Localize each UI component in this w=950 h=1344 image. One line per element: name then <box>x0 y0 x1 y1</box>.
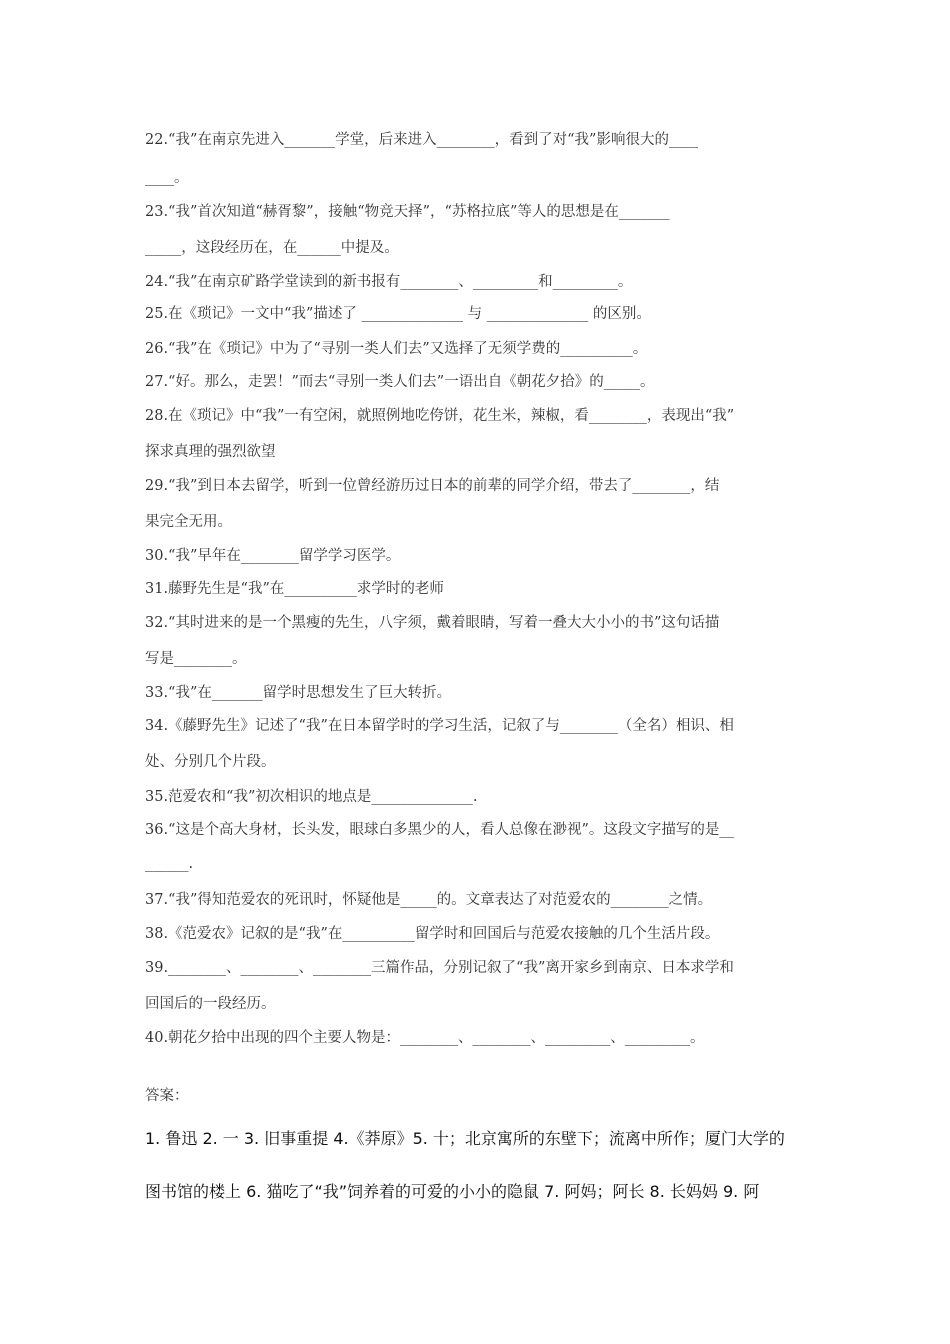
question-39-line-1: 39.________、________、________三篇作品，分别记叙了“我”离开家乡到南京、日本求学和 <box>145 960 734 976</box>
question-22-line-1: 22.“我”在南京先进入_______学堂，后来进入________，看到了对“我”影响很大的____ <box>145 132 698 148</box>
question-22-line-2: ____。 <box>145 170 189 186</box>
question-34-line-2: 处、分别几个片段。 <box>145 754 276 770</box>
question-39-line-2: 回国后的一段经历。 <box>145 996 276 1012</box>
question-31: 31.藤野先生是“我”在__________求学时的老师 <box>145 581 444 597</box>
question-28-line-2: 探求真理的强烈欲望 <box>145 444 276 460</box>
question-32-line-2: 写是________。 <box>145 651 247 667</box>
question-34-line-1: 34.《藤野先生》记述了“我”在日本留学时的学习生活，记叙了与________（全名）相识、相 <box>145 718 734 734</box>
answer-line-2: 图书馆的楼上 6. 猫吃了“我”饲养着的可爱的小小的隐鼠 7. 阿妈；阿长 8. 长妈妈 9. 阿 <box>145 1182 760 1201</box>
question-35: 35.范爱农和“我”初次相识的地点是______________. <box>145 789 478 805</box>
question-26: 26.“我”在《琐记》中为了“寻别一类人们去”又选择了无须学费的__________。 <box>145 341 648 357</box>
question-29-line-1: 29.“我”到日本去留学，听到一位曾经游历过日本的前辈的同学介绍，带去了________，结 <box>145 478 720 494</box>
answer-heading: 答案： <box>145 1088 189 1104</box>
answer-line-1: 1. 鲁迅 2. 一 3. 旧事重提 4.《莽原》5. 十；北京寓所的东壁下；流离中所作；厦门大学的 <box>145 1129 785 1148</box>
question-33: 33.“我”在_______留学时思想发生了巨大转折。 <box>145 685 452 701</box>
question-38: 38.《范爱农》记叙的是“我”在__________留学时和回国后与范爱农接触的几个生活片段。 <box>145 926 720 942</box>
question-36-line-1: 36.“这是个高大身材，长头发，眼球白多黑少的人，看人总像在渺视”。这段文字描写的是__ <box>145 822 734 838</box>
question-28-line-1: 28.在《琐记》中“我”一有空闲，就照例地吃侉饼，花生米，辣椒，看________，表现出“我” <box>145 408 735 424</box>
question-40: 40.朝花夕拾中出现的四个主要人物是：________、________、_________、_________。 <box>145 1030 705 1046</box>
question-36-line-2: ______. <box>145 856 194 872</box>
question-23-line-2: _____，这段经历在，在______中提及。 <box>145 240 399 256</box>
question-29-line-2: 果完全无用。 <box>145 514 232 530</box>
question-25: 25.在《琐记》一文中“我”描述了 ______________ 与 ______________ 的区别。 <box>145 306 651 322</box>
question-37: 37.“我”得知范爱农的死讯时，怀疑他是_____的。文章表达了对范爱农的________之情。 <box>145 892 713 908</box>
question-30: 30.“我”早年在________留学学习医学。 <box>145 548 401 564</box>
question-24: 24.“我”在南京矿路学堂读到的新书报有________、_________和_________。 <box>145 274 633 290</box>
question-27: 27.“好。那么，走罢！”而去“寻别一类人们去”一语出自《朝花夕拾》的_____。 <box>145 374 655 390</box>
question-32-line-1: 32.“其时进来的是一个黑瘦的先生，八字须，戴着眼睛，写着一叠大大小小的书”这句话描 <box>145 615 720 631</box>
question-23-line-1: 23.“我”首次知道“赫胥黎”，接触“物竞天择”，“苏格拉底”等人的思想是在_______ <box>145 204 670 220</box>
